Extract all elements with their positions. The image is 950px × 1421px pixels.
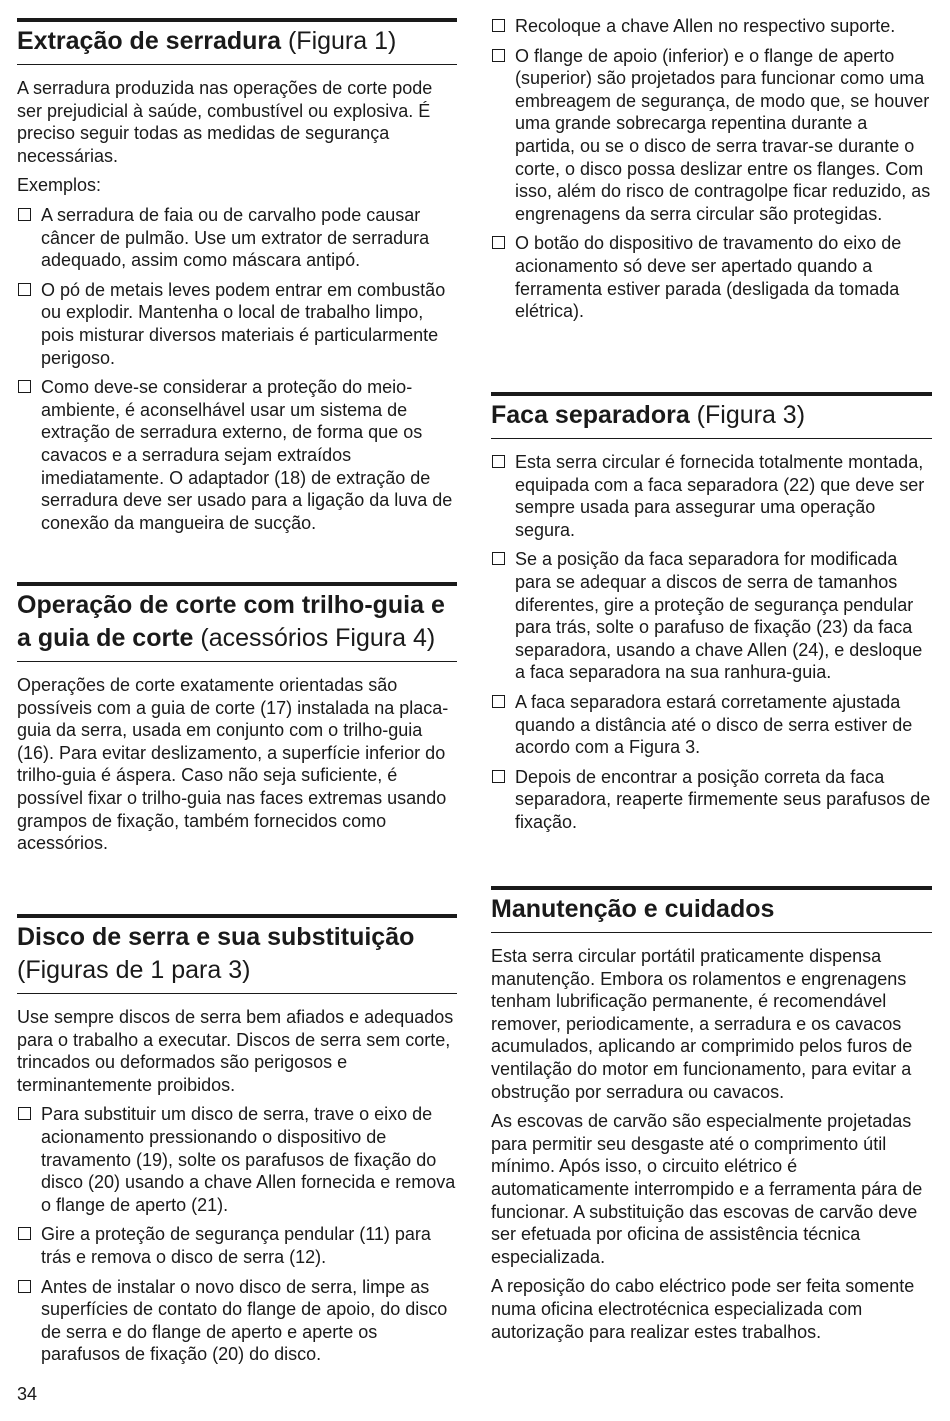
section-title: Extração de serradura (Figura 1)	[17, 27, 397, 55]
checkbox-square-icon	[18, 380, 31, 393]
checkbox-square-icon	[18, 1107, 31, 1120]
checklist	[17, 1103, 457, 1366]
list-item: Para substituir um disco de serra, trave o eixo de acionamento pressionando o dispositivo de travamento (19), solte os parafusos de fixação do disco (20) usando a chave Allen fornecida e remova o flange de aperto (21).	[17, 1103, 457, 1216]
list-item: Antes de instalar o novo disco de serra, limpe as superfícies de contato do flange de apoio, do disco de serra e do flange de aperto e aperte os parafusos de fixação (20) do disco.	[17, 1276, 457, 1366]
checkbox-square-icon	[492, 19, 505, 32]
section-manutencao	[491, 886, 932, 1350]
section-heading	[491, 886, 932, 933]
section-heading	[17, 914, 457, 994]
checkbox-square-icon	[492, 455, 505, 468]
section-title: Faca separadora (Figura 3)	[491, 401, 806, 429]
list-item: O pó de metais leves podem entrar em combustão ou explodir. Mantenha o local de trabalho limpo, pois misturar diversos materiais é particularmente perigoso.	[17, 279, 457, 369]
section-title: Disco de serra e sua substituição (Figuras de 1 para 3)	[17, 923, 415, 984]
paragraph: Esta serra circular portátil praticamente dispensa manutenção. Embora os rolamentos e engrenagens tenham lubrificação permanente, é recomendável remover, periodicamente, a serradura e os cavacos acumulados, aplicando ar comprimido pelos furos de ventilação do motor em funcionamento, para evitar a obstrução por serradura ou cavacos.	[491, 946, 913, 1102]
paragraph: A serradura produzida nas operações de corte pode ser prejudicial à saúde, combustível ou explosiva. É preciso seguir todas as medidas de segurança necessárias.	[17, 78, 433, 166]
list-item: Recoloque a chave Allen no respectivo suporte.	[491, 15, 932, 38]
list-item: O flange de apoio (inferior) e o flange de aperto (superior) são projetados para funcionar como uma embreagem de segurança, de modo que, se houver uma grande sobrecarga repentina durante a partida, ou se o disco de serra travar-se durante o corte, o disco possa deslizar entre os flanges. Com isso, além do risco de contragolpe ficar reduzido, as engrenagens da serra circular são protegidas.	[491, 45, 932, 226]
paragraph: Use sempre discos de serra bem afiados e adequados para o trabalho a executar. Discos de serra sem corte, trincados ou deformados são perigosos e terminantemente proibidos.	[17, 1007, 454, 1095]
checkbox-square-icon	[492, 552, 505, 565]
paragraph: Operações de corte exatamente orientadas são possíveis com a guia de corte (17) instalada na placa-guia da serra, usada em conjunto com o trilho-guia (16). Para evitar deslizamento, a superfície inferior do trilho-guia é áspera. Caso não seja suficiente, é possível fixar o trilho-guia nas faces extremas usando grampos de fixação, também fornecidos como acessórios.	[17, 675, 449, 854]
checkbox-square-icon	[18, 283, 31, 296]
section-heading	[17, 582, 457, 662]
section-faca-separadora	[491, 392, 932, 841]
checklist	[17, 204, 457, 534]
page-number: 34	[17, 1384, 38, 1404]
checkbox-square-icon	[18, 1227, 31, 1240]
continued-list	[491, 15, 932, 330]
list-item: Depois de encontrar a posição correta da faca separadora, reaperte firmemente seus parafusos de fixação.	[491, 766, 932, 834]
checklist	[491, 15, 932, 323]
section-title: Manutenção e cuidados	[491, 895, 775, 923]
checkbox-square-icon	[18, 208, 31, 221]
paragraph: As escovas de carvão são especialmente projetadas para permitir seu desgaste até o comprimento útil mínimo. Após isso, o circuito elétrico é automaticamente interrompido e a ferramenta pára de funcionar. A substituição das escovas de carvão deve ser efetuada por oficina de assistência técnica especializada.	[491, 1111, 923, 1267]
section-operacao-corte	[17, 582, 457, 862]
section-title: Operação de corte com trilho-guia e a guia de corte (acessórios Figura 4)	[17, 591, 445, 652]
list-item: O botão do dispositivo de travamento do eixo de acionamento só deve ser apertado quando a ferramenta estiver parada (desligada da tomada elétrica).	[491, 232, 932, 322]
checklist	[491, 451, 932, 834]
list-item: Como deve-se considerar a proteção do meio-ambiente, é aconselhável usar um sistema de extração de serradura externo, de forma que os cavacos e a serradura sejam extraídos imediatamente. O adaptador (18) de extração de serradura deve ser usado para a ligação da luva de conexão da mangueira de sucção.	[17, 376, 457, 534]
checkbox-square-icon	[492, 236, 505, 249]
list-item: Esta serra circular é fornecida totalmente montada, equipada com a faca separadora (22) que deve ser sempre usada para assegurar uma operação segura.	[491, 451, 932, 541]
section-heading	[491, 392, 932, 439]
checkbox-square-icon	[492, 770, 505, 783]
checkbox-square-icon	[18, 1280, 31, 1293]
list-item: Se a posição da faca separadora for modificada para se adequar a discos de serra de tamanhos diferentes, gire a proteção de segurança pendular para trás, solte o parafuso de fixação (23) da faca separadora, usando a chave Allen (24), e desloque a faca separadora na sua ranhura-guia.	[491, 548, 932, 684]
section-heading	[17, 18, 457, 65]
section-extracao	[17, 18, 457, 541]
paragraph: A reposição do cabo eléctrico pode ser feita somente numa oficina electrotécnica especializada com autorização para realizar estes trabalhos.	[491, 1276, 915, 1342]
list-item: A serradura de faia ou de carvalho pode causar câncer de pulmão. Use um extrator de serradura adequado, assim como máscara antipó.	[17, 204, 457, 272]
section-disco-serra	[17, 914, 457, 1373]
paragraph: Exemplos:	[17, 175, 102, 196]
list-item: Gire a proteção de segurança pendular (11) para trás e remova o disco de serra (12).	[17, 1223, 457, 1268]
checkbox-square-icon	[492, 695, 505, 708]
list-item: A faca separadora estará corretamente ajustada quando a distância até o disco de serra estiver de acordo com a Figura 3.	[491, 691, 932, 759]
checkbox-square-icon	[492, 49, 505, 62]
